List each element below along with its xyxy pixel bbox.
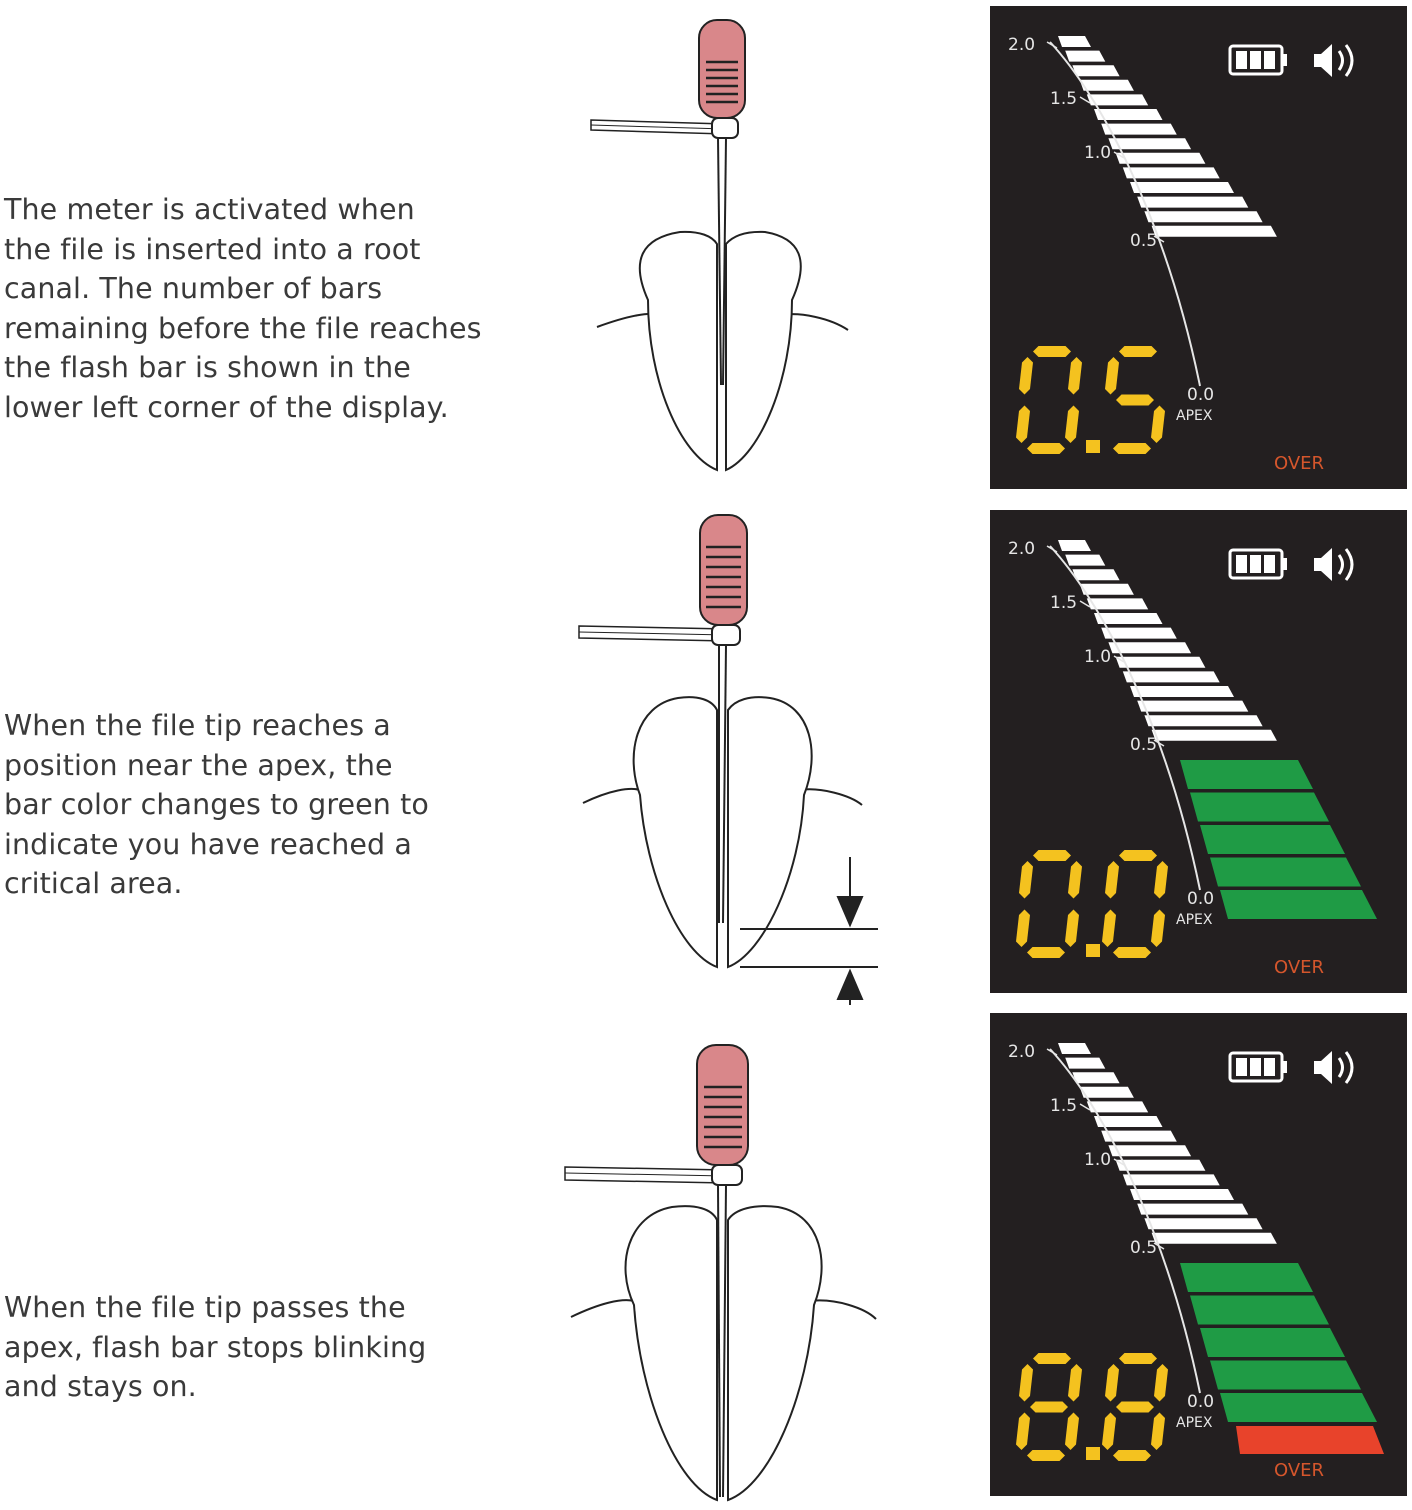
green-bar — [1220, 890, 1377, 919]
scale-label: 2.0 — [1008, 539, 1036, 559]
scale-label: 1.0 — [1084, 143, 1112, 163]
digit-segment-a — [1033, 1353, 1071, 1364]
digit-segment-f — [1019, 861, 1033, 899]
reading-digit-2 — [1102, 1353, 1168, 1461]
panel-2-meter-svg — [990, 510, 1407, 993]
over-label: OVER — [1274, 957, 1325, 978]
white-bar — [1072, 569, 1119, 580]
white-bar — [1123, 671, 1220, 682]
apex-label: APEX — [1176, 408, 1213, 424]
green-bar — [1200, 825, 1345, 854]
reading-decimal-point — [1086, 1447, 1100, 1460]
digit-segment-b — [1154, 1364, 1168, 1402]
red-over-bar — [1236, 1426, 1384, 1454]
white-bar — [1080, 584, 1134, 595]
white-bar — [1116, 153, 1206, 164]
scale-label: 1.5 — [1050, 89, 1078, 109]
green-bar — [1190, 1296, 1329, 1325]
white-bar — [1116, 657, 1206, 668]
digit-segment-d — [1113, 947, 1151, 958]
digit-segment-c — [1065, 406, 1079, 444]
reading-digit-1 — [1016, 850, 1082, 958]
scale-label: 0.5 — [1130, 231, 1158, 251]
green-bar — [1190, 793, 1329, 822]
digit-segment-g — [1116, 395, 1154, 406]
over-label: OVER — [1274, 1460, 1325, 1481]
digit-segment-a — [1119, 850, 1157, 861]
white-bar — [1116, 1160, 1206, 1171]
digit-segment-b — [1068, 357, 1082, 395]
green-bar — [1210, 858, 1361, 887]
digit-segment-c — [1151, 1413, 1165, 1451]
white-bar — [1137, 1204, 1248, 1215]
panel-3-meter-svg — [990, 1013, 1407, 1496]
white-bar — [1144, 715, 1262, 726]
reading-display — [1016, 850, 1168, 958]
panel-3 — [0, 1010, 1412, 1510]
battery-icon — [1230, 1053, 1287, 1081]
over-label: OVER — [1274, 453, 1325, 474]
digit-segment-g — [1116, 1402, 1154, 1413]
scale-label: 1.0 — [1084, 647, 1112, 667]
battery-icon — [1230, 550, 1287, 578]
speaker-icon — [1314, 548, 1352, 581]
apex-label: APEX — [1176, 1415, 1213, 1431]
speaker-icon — [1314, 1051, 1352, 1084]
apex-label: APEX — [1176, 912, 1213, 928]
green-bar — [1180, 1263, 1313, 1292]
white-bar — [1144, 211, 1262, 222]
digit-segment-d — [1027, 443, 1065, 454]
panel-2-description: When the file tip reaches a position near the apex, the bar color changes to green to indicate you have reached a critical area. — [4, 709, 429, 900]
green-bar — [1180, 760, 1313, 789]
scale-label: 0.0 — [1187, 1392, 1215, 1412]
white-bar — [1123, 1174, 1220, 1185]
digit-segment-a — [1033, 850, 1071, 861]
reading-digit-2 — [1102, 850, 1168, 958]
digit-segment-c — [1065, 1413, 1079, 1451]
scale-label: 1.5 — [1050, 1096, 1078, 1116]
digit-segment-d — [1113, 1450, 1151, 1461]
panel-2 — [0, 505, 1412, 1005]
digit-segment-b — [1068, 1364, 1082, 1402]
panel-3-description: When the file tip passes the apex, flash bar stops blinking and stays on. — [4, 1291, 427, 1403]
green-bar — [1210, 1361, 1361, 1390]
scale-label: 1.5 — [1050, 593, 1078, 613]
white-bar — [1130, 686, 1234, 697]
speaker-icon — [1314, 44, 1352, 77]
white-bar — [1137, 197, 1248, 208]
white-bar — [1058, 1043, 1091, 1054]
digit-segment-d — [1113, 443, 1151, 454]
white-bar — [1058, 540, 1091, 551]
panel-1-meter-svg — [990, 6, 1407, 489]
white-bar — [1108, 1145, 1191, 1156]
green-bar — [1200, 1328, 1345, 1357]
digit-segment-f — [1105, 1364, 1119, 1402]
white-bar — [1123, 167, 1220, 178]
white-bar — [1152, 730, 1277, 741]
reading-decimal-point — [1086, 944, 1100, 957]
white-bar — [1130, 182, 1234, 193]
reading-digit-2 — [1105, 346, 1165, 454]
reading-display — [1016, 1353, 1168, 1461]
white-bar — [1058, 36, 1091, 47]
white-bar — [1072, 65, 1119, 76]
digit-segment-f — [1105, 861, 1119, 899]
white-bar — [1080, 1087, 1134, 1098]
reading-digit-1 — [1016, 1353, 1082, 1461]
scale-label: 0.5 — [1130, 1238, 1158, 1258]
white-bar — [1108, 138, 1191, 149]
digit-segment-e — [1016, 1413, 1030, 1451]
panel-2-meter-display — [990, 510, 1407, 993]
white-bar — [1065, 1058, 1105, 1069]
white-bar — [1152, 1233, 1277, 1244]
white-bar — [1144, 1218, 1262, 1229]
scale-label: 0.0 — [1187, 889, 1215, 909]
digit-segment-d — [1027, 1450, 1065, 1461]
digit-segment-f — [1019, 1364, 1033, 1402]
digit-segment-d — [1027, 947, 1065, 958]
digit-segment-b — [1154, 861, 1168, 899]
digit-segment-a — [1119, 346, 1157, 357]
panel-1-meter-display — [990, 6, 1407, 489]
digit-segment-b — [1068, 861, 1082, 899]
reading-digit-1 — [1016, 346, 1082, 454]
digit-segment-f — [1105, 357, 1119, 395]
digit-segment-c — [1151, 910, 1165, 948]
digit-segment-g — [1030, 1402, 1068, 1413]
reading-display — [1016, 346, 1165, 454]
white-bar — [1137, 701, 1248, 712]
white-bar — [1065, 555, 1105, 566]
digit-segment-f — [1019, 357, 1033, 395]
digit-segment-c — [1065, 910, 1079, 948]
scale-label: 2.0 — [1008, 1042, 1036, 1062]
white-bar — [1152, 226, 1277, 237]
scale-label: 1.0 — [1084, 1150, 1112, 1170]
digit-segment-e — [1102, 910, 1116, 948]
scale-label: 2.0 — [1008, 35, 1036, 55]
digit-segment-c — [1151, 406, 1165, 444]
scale-label: 0.5 — [1130, 735, 1158, 755]
white-bar — [1108, 642, 1191, 653]
white-bar — [1065, 51, 1105, 62]
battery-icon — [1230, 46, 1287, 74]
digit-segment-e — [1016, 910, 1030, 948]
white-bar — [1080, 80, 1134, 91]
digit-segment-e — [1102, 1413, 1116, 1451]
digit-segment-a — [1033, 346, 1071, 357]
digit-segment-a — [1119, 1353, 1157, 1364]
reading-decimal-point — [1086, 440, 1100, 453]
panel-1-description: The meter is activated when the file is inserted into a root canal. The number of bars remaining before the file reaches the flash bar is shown in the lower left corner of the display. — [4, 193, 482, 424]
scale-label: 0.0 — [1187, 385, 1215, 405]
panel-3-meter-display — [990, 1013, 1407, 1496]
white-bar — [1072, 1072, 1119, 1083]
digit-segment-e — [1016, 406, 1030, 444]
white-bar — [1130, 1189, 1234, 1200]
green-bar — [1220, 1393, 1377, 1422]
panel-1 — [0, 0, 1412, 500]
